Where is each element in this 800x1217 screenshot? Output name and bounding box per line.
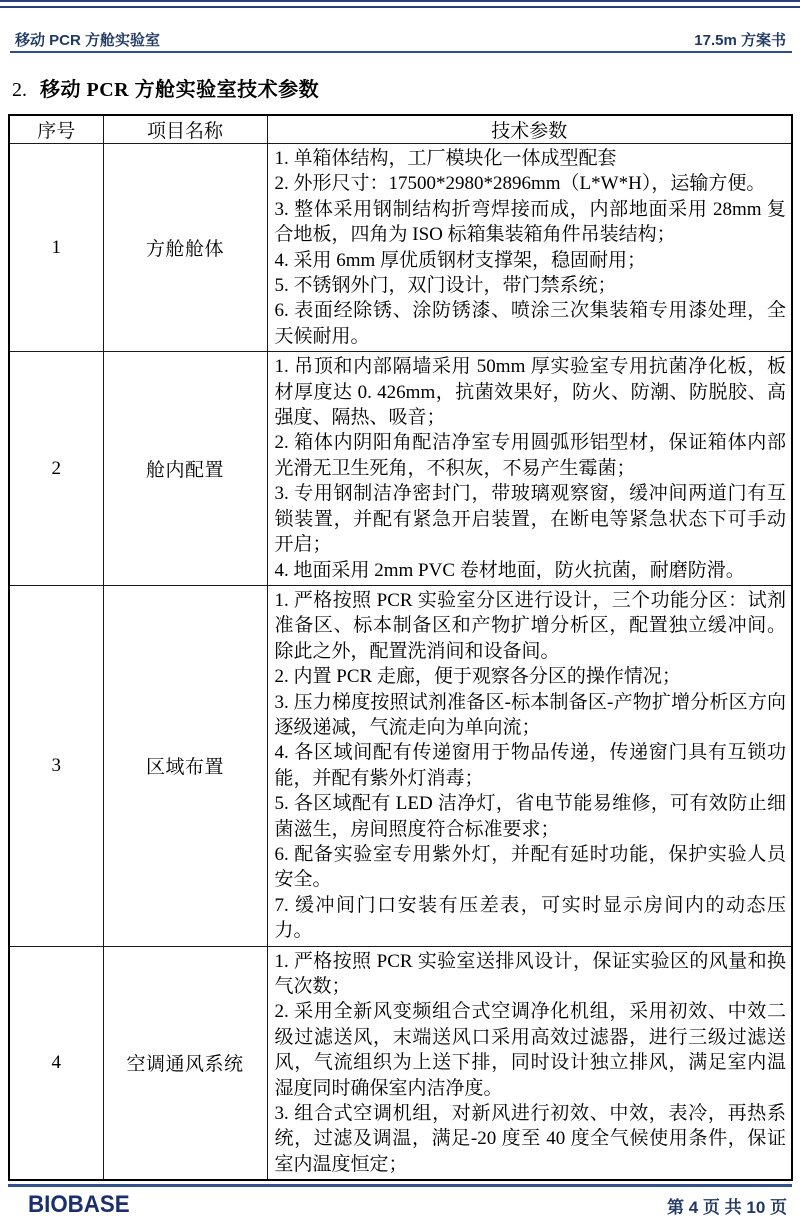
section-title [12,73,319,102]
param-item: 7. 缓冲间门口安装有压差表，可实时显示房间内的动态压力。 [274,894,786,942]
footer-rule [8,1184,792,1187]
table-row [9,585,792,946]
param-item: 1. 严格按照 PCR 实验室分区进行设计，三个功能分区：试剂准备区、标本制备区和产物扩增分析区，配置独立缓冲间。除此之外，配置洗消间和设备间。 [274,589,786,662]
table-row [9,352,792,586]
row-index-cell: 2 [9,352,103,586]
param-item: 3. 专用钢制洁净密封门，带玻璃观察窗，缓冲间两道门有互锁装置，并配有紧急开启装置，在断电等紧急状态下可手动开启； [274,483,786,556]
row-name-cell: 空调通风系统 [103,946,267,1180]
row-params-cell [267,946,792,1180]
header-right-title: 17.5m 方案书 [694,32,786,49]
row-params-cell [267,352,792,586]
param-item: 5. 各区域配有 LED 洁净灯，省电节能易维修，可有效防止细菌滋生，房间照度符合标准要求； [274,793,786,840]
row-name-cell: 区域布置 [103,585,267,946]
row-name-cell: 方舱舱体 [103,144,267,352]
header-rule [10,51,792,53]
param-item: 4. 采用 6mm 厚优质钢材支撑架，稳固耐用； [274,249,647,271]
param-item: 2. 内置 PCR 走廊，便于观察各分区的操作情况； [274,666,681,688]
param-item: 4. 地面采用 2mm PVC 卷材地面，防火抗菌，耐磨防滑。 [274,559,745,581]
param-item: 3. 组合式空调机组，对新风进行初效、中效，表冷，再热系统，过滤及调温，满足-20 度至 40 度全气候使用条件，保证室内温度恒定； [274,1103,786,1175]
row-index-cell: 4 [9,946,103,1180]
row-index-cell: 1 [9,144,103,352]
param-item: 6. 配备实验室专用紫外灯，并配有延时功能，保护实验人员安全。 [274,843,786,891]
column-header-no: 序号 [9,115,103,144]
page-header [15,29,786,50]
param-item: 1. 吊顶和内部隔墙采用 50mm 厚实验室专用抗菌净化板，板材厚度达 0. 426mm，抗菌效果好，防火、防潮、防脱胶、高强度、隔热、吸音； [274,356,786,429]
param-item: 2. 箱体内阴阳角配洁净室专用圆弧形铝型材，保证箱体内部光滑无卫生死角，不积灰，不易产生霉菌； [274,432,786,479]
column-header-name: 项目名称 [103,115,267,144]
param-item: 2. 外形尺寸：17500*2980*2896mm（L*W*H），运输方便。 [274,173,766,195]
row-params-cell [267,144,792,352]
param-item: 3. 压力梯度按照试剂准备区-标本制备区-产物扩增分析区方向逐级递减，气流走向为单向流； [274,691,786,738]
row-name-cell: 舱内配置 [103,352,267,586]
table-header-row [9,115,792,144]
column-header-params: 技术参数 [267,115,792,144]
section-title-text: 移动 PCR 方舱实验室技术参数 [40,79,320,101]
page-number: 第 4 页 共 10 页 [667,1198,787,1217]
param-item: 1. 严格按照 PCR 实验室送排风设计，保证实验区的风量和换气次数； [274,950,786,997]
table-row [9,946,792,1180]
param-item: 3. 整体采用钢制结构折弯焊接而成，内部地面采用 28mm 复合地板，四角为 ISO 标箱集装箱角件吊装结构； [274,198,786,246]
param-item: 6. 表面经除锈、涂防锈漆、喷涂三次集装箱专用漆处理，全天候耐用。 [274,300,786,347]
section-number: 2. [12,79,27,101]
table-row [9,144,792,352]
spec-table-container [8,114,793,1181]
param-item: 5. 不锈钢外门，双门设计，带门禁系统； [274,275,617,297]
header-left-title: 移动 PCR 方舱实验室 [15,32,161,49]
row-params-cell [267,585,792,946]
param-item: 4. 各区域间配有传递窗用于物品传递，传递窗门具有互锁功能，并配有紫外灯消毒； [274,742,786,789]
param-item: 1. 单箱体结构，工厂模块化一体成型配套 [274,148,617,169]
row-index-cell: 3 [9,585,103,946]
top-double-rule [0,0,800,8]
biobase-logo: BIOBASE [28,1191,130,1217]
spec-table [8,114,793,1181]
param-item: 2. 采用全新风变频组合式空调净化机组，采用初效、中效二级过滤送风，末端送风口采用高效过滤器，进行三级过滤送风，气流组织为上送下排，同时设计独立排风，满足室内温湿度同时确保室内洁净度。 [274,1001,786,1099]
